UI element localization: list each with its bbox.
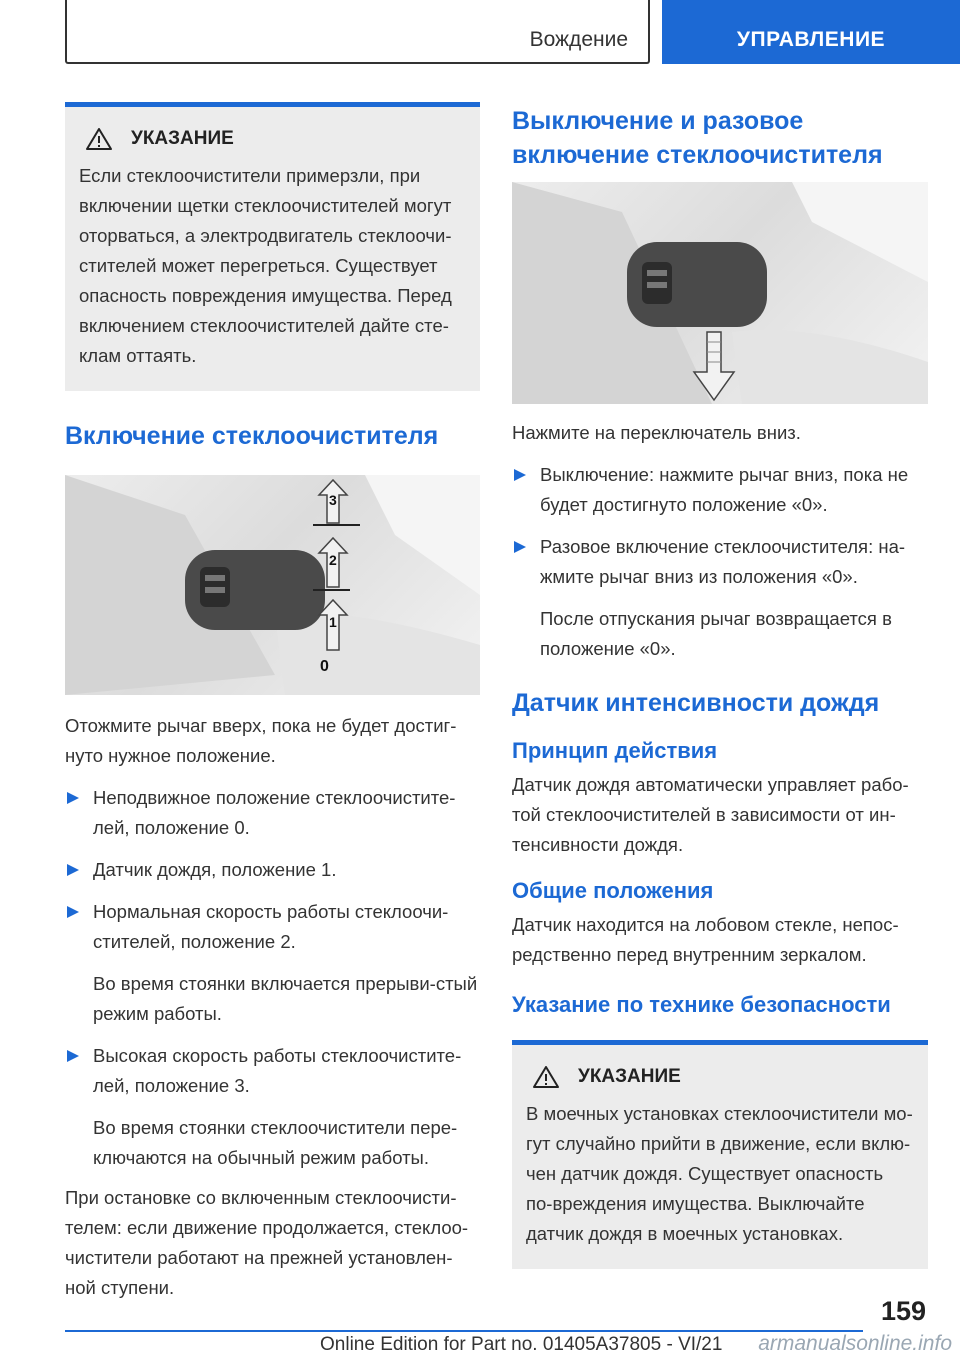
position-label-3: 3 (329, 492, 337, 508)
list-item-text: Неподвижное положение стеклоочистите-лей, положение 0. (93, 787, 456, 838)
heading-wiper-on: Включение стеклоочистителя (65, 422, 439, 450)
list-item (65, 855, 480, 885)
warning-text: В моечных установках стеклоочистители мо-гут случайно прийти в движение, если вклю-чен датчик дождя. Существует опасность по-вреждения имущества. Выключайте датчик дождя в моечных установках. (526, 1103, 913, 1244)
list-item (65, 897, 480, 1029)
position-label-1: 1 (329, 614, 337, 630)
warning-triangle-icon (85, 127, 113, 151)
bullet-arrow-icon (67, 1050, 79, 1062)
left-column (65, 102, 480, 1303)
right-intro: Нажмите на переключатель вниз. (512, 422, 801, 443)
warning-title: УКАЗАНИЕ (578, 1066, 681, 1087)
heading-general: Общие положения (512, 878, 714, 903)
list-item-text: Датчик дождя, положение 1. (93, 859, 337, 880)
right-column (512, 104, 928, 1269)
warning-title: УКАЗАНИЕ (131, 128, 234, 149)
list-item (512, 460, 928, 520)
left-closing: При остановке со включенным стеклоочисти-телем: если движение продолжается, стеклоо-чистители работают на прежней установлен-ной ступени. (65, 1187, 469, 1298)
list-item-text: Выключение: нажмите рычаг вниз, пока не будет достигнуто положение «0». (540, 464, 909, 515)
list-item-text: Нормальная скорость работы стеклоочи-стителей, положение 2. (93, 901, 449, 952)
header-section-title: Вождение (529, 28, 628, 51)
bullet-arrow-icon (67, 906, 79, 918)
warning-box-left (65, 102, 480, 391)
list-item (65, 1041, 480, 1173)
lever-down-illustration (512, 182, 928, 404)
warning-title-row (532, 1065, 928, 1089)
edition-note: Online Edition for Part no. 01405A37805 - VI/21 (320, 1334, 723, 1355)
position-label-0: 0 (320, 658, 329, 675)
figure-lever-up (65, 475, 480, 695)
watermark: armanualsonline.info (758, 1332, 952, 1355)
heading-rain-sensor: Датчик интенсивности дождя (512, 689, 880, 717)
bullet-arrow-icon (514, 541, 526, 553)
list-item (65, 783, 480, 843)
position-label-2: 2 (329, 552, 337, 568)
warning-text: Если стеклоочистители примерзли, при включении щетки стеклоочистителей могут оторваться, а электродвигатель стеклоочи-стителей может перегреться. Существует опасность повреждения имущества. Перед включением стеклоочистителей дайте сте-клам оттаять. (79, 165, 452, 366)
bullet-arrow-icon (67, 792, 79, 804)
right-position-list (512, 460, 928, 664)
figure-lever-down (512, 182, 928, 404)
list-item-text: Высокая скорость работы стеклоочистите-лей, положение 3. (93, 1045, 462, 1096)
bullet-arrow-icon (67, 864, 79, 876)
list-item-subtext: Во время стоянки включается прерыви-стый режим работы. (93, 973, 478, 1024)
page-number: 159 (880, 1296, 926, 1326)
list-item-text: Разовое включение стеклоочистителя: на-жмите рычаг вниз из положения «0». (540, 536, 906, 587)
header-chapter-tab: УПРАВЛЕНИЕ (662, 0, 960, 64)
heading-wiper-off: Выключение и разовое включение стеклоочистителя (512, 107, 883, 169)
left-intro: Отожмите рычаг вверх, пока не будет достиг-нуто нужное положение. (65, 715, 457, 766)
header-section-box (65, 0, 650, 64)
lever-up-illustration (65, 475, 480, 695)
list-item-subtext: После отпускания рычаг возвращается в положение «0». (540, 608, 892, 659)
principle-text: Датчик дождя автоматически управляет рабо-той стеклоочистителей в зависимости от ин-тенсивности дождя. (512, 774, 909, 855)
general-text: Датчик находится на лобовом стекле, непос-редственно перед внутренним зеркалом. (512, 914, 899, 965)
heading-principle: Принцип действия (512, 738, 718, 763)
heading-safety: Указание по технике безопасности (512, 992, 891, 1017)
left-position-list (65, 783, 480, 1173)
warning-triangle-icon (532, 1065, 560, 1089)
list-item (512, 532, 928, 664)
warning-title-row (85, 127, 480, 151)
footer-divider (65, 1330, 863, 1332)
warning-box-right (512, 1040, 928, 1269)
list-item-subtext: Во время стоянки стеклоочистители пере-ключаются на обычный режим работы. (93, 1117, 458, 1168)
bullet-arrow-icon (514, 469, 526, 481)
